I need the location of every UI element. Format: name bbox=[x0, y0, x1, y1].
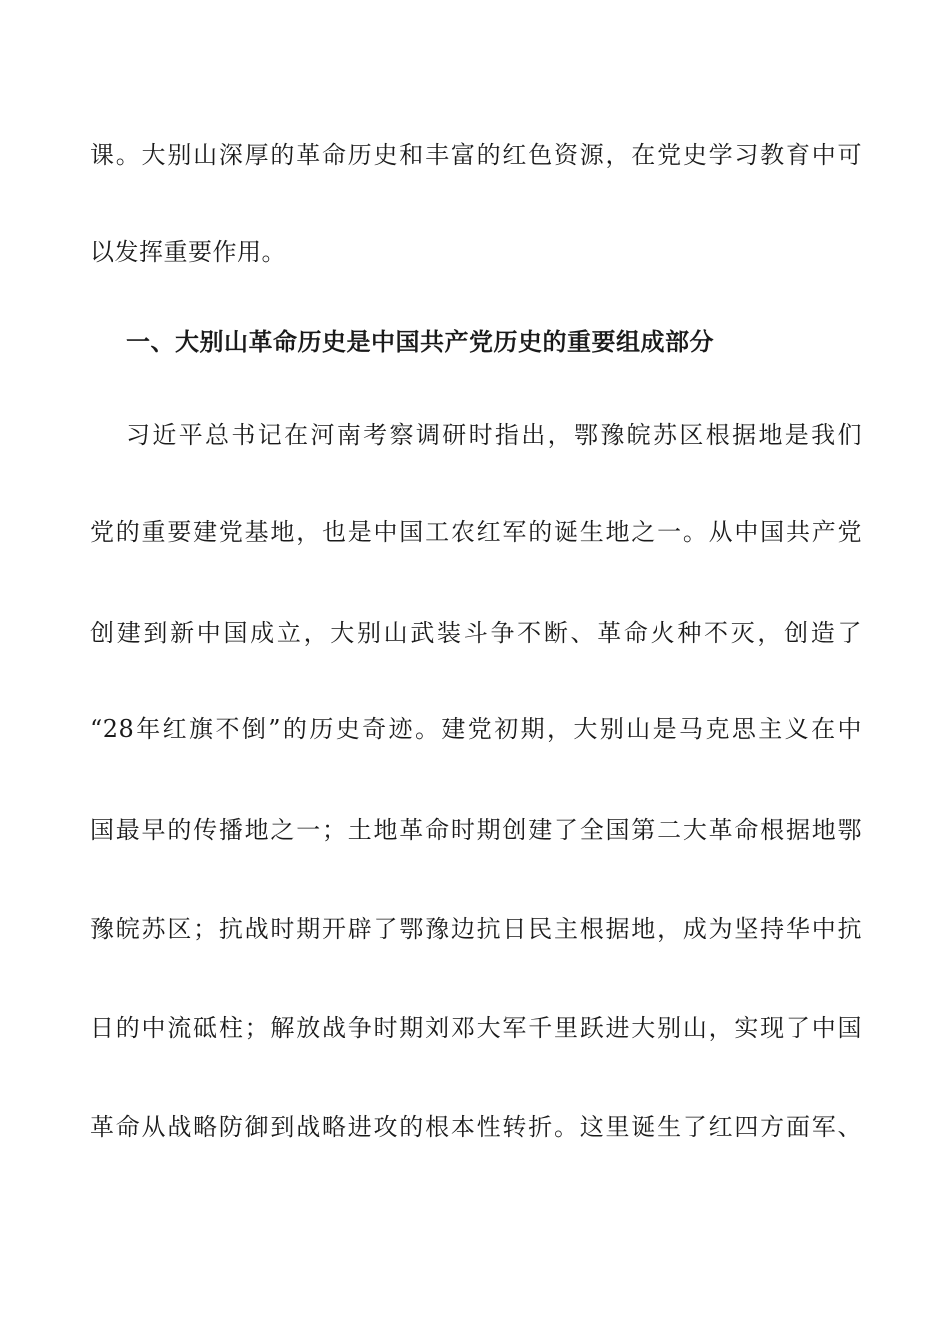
body-line-3: 创建到新中国成立，大别山武装斗争不断、革命火种不灭，创造了 bbox=[90, 619, 862, 647]
body-line-1: 习近平总书记在河南考察调研时指出，鄂豫皖苏区根据地是我们 bbox=[126, 421, 862, 449]
body-line-2: 党的重要建党基地，也是中国工农红军的诞生地之一。从中国共产党 bbox=[90, 518, 862, 546]
body-line-8: 革命从战略防御到战略进攻的根本性转折。这里诞生了红四方面军、 bbox=[90, 1113, 862, 1141]
intro-line-1: 课。大别山深厚的革命历史和丰富的红色资源，在党史学习教育中可 bbox=[90, 141, 862, 169]
body-line-4: “28年红旗不倒”的历史奇迹。建党初期，大别山是马克思主义在中 bbox=[90, 715, 862, 743]
intro-line-2: 以发挥重要作用。 bbox=[90, 238, 286, 266]
body-line-6: 豫皖苏区；抗战时期开辟了鄂豫边抗日民主根据地，成为坚持华中抗 bbox=[90, 915, 862, 943]
section-heading: 一、大别山革命历史是中国共产党历史的重要组成部分 bbox=[126, 327, 714, 356]
body-line-7: 日的中流砥柱；解放战争时期刘邓大军千里跃进大别山，实现了中国 bbox=[90, 1014, 862, 1042]
body-line-5: 国最早的传播地之一；土地革命时期创建了全国第二大革命根据地鄂 bbox=[90, 816, 862, 844]
